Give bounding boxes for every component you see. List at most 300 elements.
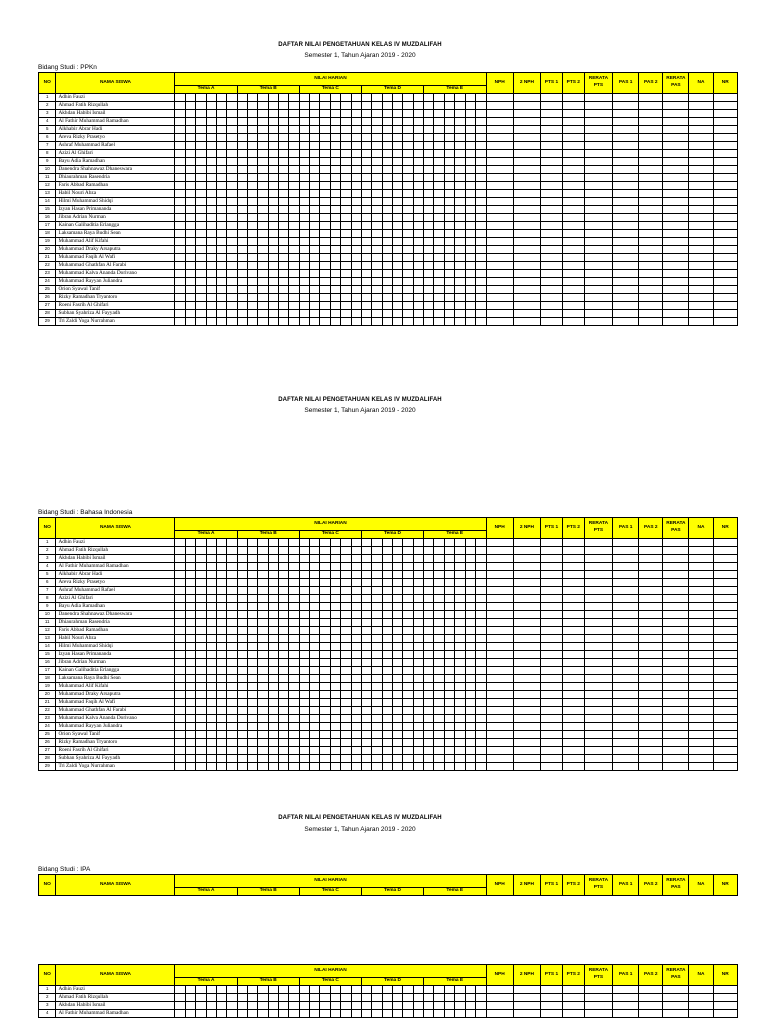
row-number: 4: [39, 563, 56, 571]
grade-cell: [513, 182, 540, 190]
grade-cell: [310, 667, 320, 675]
grade-cell: [393, 198, 403, 206]
grade-cell: [310, 102, 320, 110]
grade-cell: [361, 1002, 371, 1010]
student-name: Muhammad Faqih Al Wafi: [56, 254, 175, 262]
grade-cell: [196, 699, 206, 707]
grade-cell: [382, 206, 392, 214]
grade-cell: [403, 627, 413, 635]
grade-cell: [434, 683, 444, 691]
grade-cell: [185, 198, 195, 206]
grade-cell: [351, 166, 361, 174]
grade-cell: [541, 318, 563, 326]
grade-cell: [613, 126, 639, 134]
grade-cell: [175, 763, 185, 771]
grade-cell: [413, 579, 423, 587]
student-name: Dhiaurahman Rasendria: [56, 174, 175, 182]
grade-cell: [393, 715, 403, 723]
grade-cell: [237, 579, 247, 587]
grade-cell: [279, 1010, 289, 1018]
grade-cell: [393, 166, 403, 174]
grade-cell: [434, 755, 444, 763]
grade-cell: [513, 731, 540, 739]
grade-cell: [247, 318, 257, 326]
grade-cell: [663, 635, 689, 643]
grade-cell: [372, 182, 382, 190]
grade-cell: [434, 986, 444, 994]
table-row: [39, 675, 738, 683]
grade-cell: [541, 707, 563, 715]
grade-cell: [393, 126, 403, 134]
grade-cell: [185, 246, 195, 254]
grade-cell: [413, 699, 423, 707]
grade-cell: [216, 270, 226, 278]
grade-cell: [258, 158, 268, 166]
grade-cell: [663, 986, 689, 994]
grade-cell: [372, 150, 382, 158]
grade-cell: [434, 174, 444, 182]
grade-cell: [258, 739, 268, 747]
grade-cell: [486, 667, 513, 675]
grade-cell: [403, 318, 413, 326]
grade-cell: [465, 619, 475, 627]
grade-cell: [434, 118, 444, 126]
grade-cell: [513, 611, 540, 619]
grade-cell: [372, 1002, 382, 1010]
grade-cell: [663, 1002, 689, 1010]
header-tema-c: Tema C: [299, 888, 361, 896]
grade-cell: [713, 627, 738, 635]
grade-cell: [486, 675, 513, 683]
grade-cell: [403, 699, 413, 707]
grade-cell: [465, 294, 475, 302]
grade-cell: [351, 222, 361, 230]
grade-cell: [486, 310, 513, 318]
grade-cell: [341, 579, 351, 587]
grade-cell: [562, 1002, 584, 1010]
sheet-title: DAFTAR NILAI PENGETAHUAN KELAS IV MUZDALIFAH: [278, 42, 442, 48]
grade-cell: [713, 310, 738, 318]
grade-cell: [424, 739, 434, 747]
header-tema-b: Tema B: [237, 978, 299, 986]
grade-cell: [247, 118, 257, 126]
grade-cell: [465, 707, 475, 715]
grade-cell: [320, 246, 330, 254]
grade-cell: [393, 667, 403, 675]
grade-cell: [206, 142, 216, 150]
grade-cell: [413, 310, 423, 318]
grade-cell: [689, 715, 713, 723]
grade-cell: [424, 254, 434, 262]
grade-cell: [486, 262, 513, 270]
grade-cell: [413, 659, 423, 667]
grade-cell: [444, 571, 454, 579]
grade-cell: [175, 563, 185, 571]
grade-cell: [351, 142, 361, 150]
grade-cell: [175, 635, 185, 643]
grade-cell: [403, 707, 413, 715]
grade-cell: [320, 206, 330, 214]
header-tema-c: Tema C: [299, 531, 361, 539]
grade-cell: [185, 150, 195, 158]
grade-cell: [216, 110, 226, 118]
grade-cell: [330, 238, 340, 246]
grade-cell: [455, 302, 465, 310]
grade-cell: [289, 587, 299, 595]
grade-cell: [413, 278, 423, 286]
grade-cell: [258, 755, 268, 763]
grade-cell: [562, 118, 584, 126]
grade-cell: [393, 739, 403, 747]
grade-cell: [713, 643, 738, 651]
grade-cell: [279, 651, 289, 659]
grade-cell: [175, 667, 185, 675]
grade-cell: [382, 595, 392, 603]
grade-cell: [393, 731, 403, 739]
grade-cell: [372, 579, 382, 587]
grade-cell: [639, 627, 663, 635]
grade-cell: [403, 715, 413, 723]
grade-cell: [206, 318, 216, 326]
grade-cell: [320, 635, 330, 643]
grade-cell: [465, 1002, 475, 1010]
grade-cell: [513, 675, 540, 683]
grade-cell: [361, 222, 371, 230]
grade-cell: [237, 286, 247, 294]
grade-cell: [227, 587, 237, 595]
table-row: [39, 587, 738, 595]
grade-cell: [361, 174, 371, 182]
grade-cell: [613, 94, 639, 102]
grade-cell: [185, 166, 195, 174]
grade-cell: [393, 763, 403, 771]
grade-cell: [289, 246, 299, 254]
grade-cell: [330, 118, 340, 126]
grade-cell: [237, 310, 247, 318]
row-number: 18: [39, 230, 56, 238]
grade-cell: [403, 763, 413, 771]
grade-cell: [310, 986, 320, 994]
table-row: [39, 651, 738, 659]
table-row: [39, 611, 738, 619]
grade-cell: [268, 198, 278, 206]
grade-cell: [434, 587, 444, 595]
grade-cell: [584, 603, 612, 611]
grade-cell: [247, 206, 257, 214]
grade-cell: [320, 214, 330, 222]
header-pts-1: PTS 1: [541, 875, 563, 896]
grade-cell: [434, 238, 444, 246]
header-nama-siswa: NAMA SISWA: [56, 875, 175, 896]
grade-cell: [486, 94, 513, 102]
grade-cell: [196, 94, 206, 102]
grade-cell: [689, 699, 713, 707]
grade-cell: [310, 603, 320, 611]
grade-cell: [382, 222, 392, 230]
row-number: 15: [39, 206, 56, 214]
grade-cell: [584, 150, 612, 158]
grade-cell: [185, 595, 195, 603]
grade-cell: [639, 731, 663, 739]
grade-cell: [185, 118, 195, 126]
grade-cell: [475, 635, 486, 643]
grade-cell: [562, 595, 584, 603]
grade-cell: [206, 539, 216, 547]
grade-cell: [434, 1010, 444, 1018]
grade-cell: [382, 1010, 392, 1018]
student-name: Hilmi Muhammad Shidqi: [56, 643, 175, 651]
grade-cell: [227, 715, 237, 723]
grade-cell: [289, 691, 299, 699]
grade-cell: [289, 294, 299, 302]
grade-cell: [330, 755, 340, 763]
grade-cell: [279, 134, 289, 142]
grade-cell: [382, 643, 392, 651]
grade-cell: [713, 158, 738, 166]
grade-cell: [541, 747, 563, 755]
grade-cell: [341, 539, 351, 547]
grade-cell: [639, 619, 663, 627]
grade-cell: [268, 651, 278, 659]
grade-cell: [247, 166, 257, 174]
grade-cell: [310, 278, 320, 286]
grade-cell: [513, 547, 540, 555]
grade-cell: [237, 691, 247, 699]
grade-cell: [361, 715, 371, 723]
grade-cell: [455, 643, 465, 651]
grade-cell: [455, 118, 465, 126]
student-name: Adhin Fauzi: [56, 94, 175, 102]
grade-cell: [258, 1010, 268, 1018]
grade-cell: [663, 539, 689, 547]
grade-cell: [562, 262, 584, 270]
grade-cell: [382, 318, 392, 326]
grade-cell: [444, 262, 454, 270]
grade-cell: [689, 579, 713, 587]
grade-cell: [413, 619, 423, 627]
grade-cell: [227, 254, 237, 262]
grade-cell: [185, 206, 195, 214]
grade-cell: [455, 739, 465, 747]
grade-cell: [268, 627, 278, 635]
grade-cell: [361, 739, 371, 747]
grade-cell: [413, 182, 423, 190]
grade-cell: [434, 270, 444, 278]
header-tema-d: Tema D: [361, 531, 423, 539]
grade-cell: [413, 739, 423, 747]
grade-cell: [424, 94, 434, 102]
grade-cell: [361, 190, 371, 198]
grade-cell: [258, 230, 268, 238]
grade-cell: [185, 174, 195, 182]
row-number: 16: [39, 659, 56, 667]
grade-cell: [351, 214, 361, 222]
grade-cell: [465, 547, 475, 555]
grade-cell: [268, 278, 278, 286]
grade-cell: [320, 723, 330, 731]
grade-cell: [175, 555, 185, 563]
grade-cell: [320, 150, 330, 158]
grade-cell: [341, 302, 351, 310]
grade-cell: [351, 94, 361, 102]
grade-cell: [424, 278, 434, 286]
grade-cell: [413, 230, 423, 238]
grade-cell: [639, 683, 663, 691]
grade-cell: [361, 110, 371, 118]
grade-cell: [310, 643, 320, 651]
row-number: 17: [39, 222, 56, 230]
grade-cell: [247, 102, 257, 110]
grade-cell: [175, 206, 185, 214]
grade-cell: [310, 547, 320, 555]
grade-cell: [175, 603, 185, 611]
table-row: [39, 994, 738, 1002]
grade-cell: [206, 222, 216, 230]
sheet-subtitle: Semester 1, Tahun Ajaran 2019 - 2020: [304, 407, 416, 414]
grade-cell: [541, 611, 563, 619]
grade-cell: [713, 1002, 738, 1010]
header-pas-1: PAS 1: [613, 875, 639, 896]
grade-cell: [424, 675, 434, 683]
grade-cell: [465, 166, 475, 174]
student-name: Al Fathir Muhammad Ramadhan: [56, 563, 175, 571]
grade-cell: [175, 619, 185, 627]
grade-cell: [541, 994, 563, 1002]
grade-cell: [689, 214, 713, 222]
grade-cell: [361, 755, 371, 763]
grade-cell: [455, 278, 465, 286]
grade-cell: [279, 555, 289, 563]
grade-cell: [413, 611, 423, 619]
grade-cell: [361, 102, 371, 110]
grade-cell: [613, 1002, 639, 1010]
grade-cell: [268, 318, 278, 326]
header-tema-d: Tema D: [361, 888, 423, 896]
grade-cell: [279, 643, 289, 651]
grade-cell: [330, 230, 340, 238]
grade-cell: [258, 667, 268, 675]
grade-cell: [289, 739, 299, 747]
grade-cell: [320, 619, 330, 627]
grade-cell: [351, 763, 361, 771]
header-pas-2: PAS 2: [639, 518, 663, 539]
grade-cell: [330, 731, 340, 739]
grade-cell: [196, 286, 206, 294]
grade-cell: [268, 563, 278, 571]
header-pts-label: PTS: [593, 528, 604, 533]
grade-cell: [403, 302, 413, 310]
grade-cell: [465, 302, 475, 310]
grade-cell: [541, 238, 563, 246]
grade-cell: [299, 675, 309, 683]
grade-cell: [330, 571, 340, 579]
grade-cell: [713, 994, 738, 1002]
grade-cell: [216, 659, 226, 667]
student-name: Ahmad Fatih Rizqullah: [56, 994, 175, 1002]
grade-cell: [196, 571, 206, 579]
grade-cell: [413, 158, 423, 166]
grade-cell: [562, 214, 584, 222]
grade-cell: [310, 254, 320, 262]
grade-cell: [713, 166, 738, 174]
grade-cell: [247, 262, 257, 270]
grade-cell: [444, 579, 454, 587]
grade-cell: [372, 302, 382, 310]
grade-cell: [613, 254, 639, 262]
grade-cell: [227, 659, 237, 667]
grade-cell: [486, 731, 513, 739]
grade-cell: [403, 214, 413, 222]
grade-cell: [382, 166, 392, 174]
grade-cell: [584, 278, 612, 286]
grade-cell: [247, 278, 257, 286]
grade-cell: [299, 1002, 309, 1010]
grade-cell: [465, 731, 475, 739]
grade-cell: [562, 619, 584, 627]
grade-cell: [475, 651, 486, 659]
grade-cell: [541, 270, 563, 278]
grade-cell: [689, 563, 713, 571]
grade-cell: [513, 555, 540, 563]
grade-cell: [268, 731, 278, 739]
grade-cell: [361, 587, 371, 595]
grade-cell: [196, 651, 206, 659]
grade-cell: [434, 651, 444, 659]
grade-cell: [372, 587, 382, 595]
grade-cell: [185, 651, 195, 659]
row-number: 20: [39, 691, 56, 699]
grade-cell: [289, 571, 299, 579]
grade-cell: [455, 158, 465, 166]
grade-cell: [455, 262, 465, 270]
grade-cell: [613, 318, 639, 326]
grade-cell: [639, 651, 663, 659]
table-row: [39, 547, 738, 555]
student-name: Al Fathir Muhammad Ramadhan: [56, 1010, 175, 1018]
grade-cell: [320, 270, 330, 278]
grade-cell: [424, 691, 434, 699]
grade-cell: [413, 547, 423, 555]
grade-cell: [268, 270, 278, 278]
grade-cell: [320, 555, 330, 563]
header-na: NA: [689, 965, 713, 986]
grade-cell: [310, 715, 320, 723]
grade-cell: [268, 302, 278, 310]
grade-cell: [486, 547, 513, 555]
grade-cell: [444, 643, 454, 651]
grade-cell: [299, 683, 309, 691]
grade-cell: [351, 302, 361, 310]
grade-cell: [227, 126, 237, 134]
grade-cell: [465, 310, 475, 318]
grade-cell: [434, 563, 444, 571]
grade-cell: [413, 198, 423, 206]
grade-cell: [393, 699, 403, 707]
grade-cell: [185, 667, 195, 675]
grade-cell: [541, 691, 563, 699]
grade-cell: [455, 723, 465, 731]
grade-cell: [562, 539, 584, 547]
grade-cell: [382, 182, 392, 190]
grade-cell: [310, 563, 320, 571]
grade-cell: [258, 715, 268, 723]
grade-cell: [663, 555, 689, 563]
grade-cell: [310, 110, 320, 118]
grade-cell: [403, 619, 413, 627]
grade-cell: [361, 206, 371, 214]
grade-cell: [310, 763, 320, 771]
grade-cell: [541, 643, 563, 651]
